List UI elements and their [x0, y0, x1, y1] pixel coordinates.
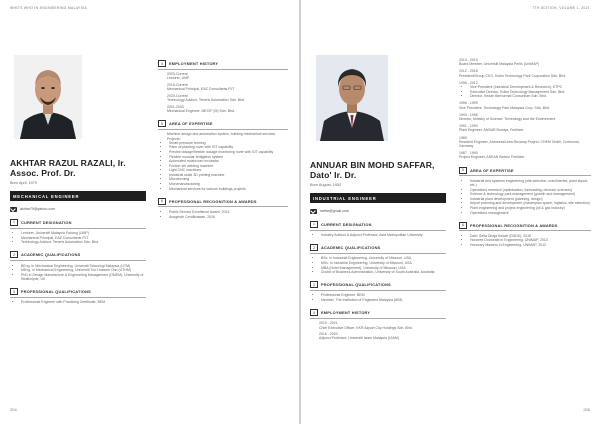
section-number: 3: [310, 281, 318, 288]
list-item: • Flexible modular fertigation system: [169, 155, 288, 159]
entry-years: 2003-Current: [167, 72, 188, 77]
page-number: 204: [10, 407, 17, 412]
list-item: • Microforming: [169, 177, 288, 181]
list-item: • Vice President (Industrial Development & Research), KTPC: [470, 85, 591, 89]
employment-entry: [158, 94, 288, 102]
list-item: • Micromanufacturing: [169, 182, 288, 186]
employment-continued: [459, 58, 591, 160]
list-item: • Lecturer, Universiti Malaysia Pahang (UMP): [21, 231, 146, 235]
list-item: • Industrial scale 3D printing machine: [169, 173, 288, 177]
entry-years: 1996 - 1999: [459, 101, 478, 106]
list-item: • Doctor of Business Administration, University of South Australia, Australia: [321, 270, 446, 274]
section-title: PROFESSIONAL QUALIFICATIONS: [21, 289, 91, 295]
list-item: • Airport planning and development (masterplan space, logistics, site selection): [470, 201, 591, 205]
history-entry: [459, 101, 591, 109]
email-row: [310, 209, 446, 214]
email-row: [10, 207, 146, 212]
entry-years: 2019 - 2021: [319, 321, 338, 326]
birth-date: Born August, 1952: [310, 183, 342, 188]
list-item: • MBA (Hotel Management), University of Missouri, USA: [321, 266, 446, 270]
history-entry: [459, 69, 591, 77]
section-title: CURRENT DESIGNATION: [21, 219, 72, 225]
list-item: • Honorary Masters in Engineering, UNIMAP, 2012: [470, 243, 591, 247]
current-designation-section: [310, 221, 446, 237]
section-number: 2: [10, 251, 18, 258]
section-header: [310, 221, 446, 231]
entry-years: 2001-2003: [167, 104, 184, 109]
list-item: • MSc. in Industrial Engineering, University of Missouri, USA: [321, 261, 446, 265]
designation-list: [10, 231, 146, 244]
section-title: AREA OF EXPERTISE: [470, 167, 514, 173]
entry-role: Plant Engineer, ANSAR Bumiya, Fertilizer: [459, 128, 524, 133]
section-title: EMPLOYMENT HISTORY: [321, 310, 371, 316]
entry-years: 2016 - 2020: [319, 332, 338, 337]
employment-section: [158, 60, 288, 113]
expertise-section: [459, 167, 591, 215]
entry-role: Project Engineer, ASEAN Bintulu Fertilizer: [459, 155, 525, 160]
list-item: • Executive Director, Kulim Technology Management Sdn. Bhd.: [470, 90, 591, 94]
running-header-right: 7TH EDITION, VOLUME 1, 2021: [532, 6, 590, 10]
mail-icon: [310, 209, 317, 214]
entry-role: Technology Advisor, Teneris Automation Sdn. Bhd.: [167, 98, 245, 103]
list-item: • Palm oil planting rover with IOT capability: [169, 145, 288, 149]
person-name: ANNUAR BIN MOHD SAFFAR, Dato' Ir. Dr.: [310, 160, 435, 180]
awards-section: [158, 198, 288, 219]
list-item: • Light CNC machines: [169, 168, 288, 172]
person-name: AKHTAR RAZUL RAZALI, Ir. Assoc. Prof. Dr.: [10, 158, 126, 178]
professional-section: [10, 288, 146, 304]
section-header: [158, 198, 288, 208]
awards-list: [459, 234, 591, 247]
entry-role: Vice President, Technology Park Malaysia Corp. Sdn. Bhd.: [459, 105, 550, 110]
section-number: 5: [459, 167, 467, 174]
current-designation-section: [10, 219, 146, 244]
employment-entry: [310, 321, 446, 329]
entry-years: 2012 - 2018: [459, 69, 478, 74]
section-number: 5: [158, 120, 166, 127]
entry-role: Resident Engineer, Ammonia/Urea Revamp Project, CHEM Gmbh, Dortmund, Germany: [459, 139, 580, 149]
section-number: 6: [158, 198, 166, 205]
academic-list: [310, 256, 446, 274]
section-header: [158, 60, 288, 70]
birth-date: Born April, 1979: [10, 181, 38, 186]
section-title: PROFESSIONAL QUALIFICATIONS: [321, 282, 391, 288]
academic-section: [10, 251, 146, 281]
list-item: • MEng. in Mechanical Engineering, Universiti Tun Hussein Onn (UTHM): [21, 268, 146, 272]
section-title: AREA OF EXPERTISE: [169, 121, 213, 127]
employment-entry: [158, 83, 288, 91]
entry-years: 1987 - 1990: [459, 151, 478, 156]
entry-role: Mechanical Engineer, MECIF (M) Sdn. Bhd.: [167, 109, 235, 114]
entry-role: Board Member, Universiti Malaysia Perlis (UniMAP): [459, 62, 539, 67]
section-header: [310, 309, 446, 319]
list-item: • Anugerah Cendikiawan, 2016: [169, 215, 288, 219]
entry-role: Director, Ministry of Science, Technology and the Environment: [459, 117, 556, 122]
running-header-left: WHO'S WHO IN ENGINEERING MALAYSIA: [10, 6, 87, 10]
section-title: PROFESSIONAL RECOGNITION & AWARDS: [470, 222, 558, 228]
employment-section: [310, 309, 446, 340]
section-header: [10, 219, 146, 229]
email-address[interactable]: saffar@gmail.com: [320, 209, 349, 214]
section-title: EMPLOYMENT HISTORY: [169, 61, 219, 66]
list-item: • Public Service Excellence Award, 2013: [169, 210, 288, 214]
entry-years: 1993 - 1996: [459, 112, 478, 117]
portrait-photo-icon: [316, 55, 388, 141]
list-item: • Mechanical Principal, EAZ Consultants PLT: [21, 236, 146, 240]
list-item: • Science & technology park management (growth and management): [470, 192, 591, 196]
list-item: • Mechanical services for various buildings projects: [169, 187, 288, 191]
list-item: • PhD in Design Manufacture & Engineering Management (DMEM), University of Strathclyde, UK: [21, 273, 146, 281]
history-entry: [459, 58, 591, 66]
academic-list: [10, 264, 146, 282]
history-entry: [459, 124, 591, 132]
entry-years: 1991 - 1993: [459, 124, 478, 129]
employment-entry: [158, 72, 288, 80]
left-profile-column: [10, 55, 146, 305]
entry-role: Mechanical Principal, EAZ Consultants PLT: [167, 87, 235, 92]
list-item: • Operations research (optimisation, forecasting, decision sciences): [470, 188, 591, 192]
entry-role: Chief Executive Officer, KKR Airport City Holdings Sdn. Bhd.: [319, 325, 413, 330]
employment-entry: [310, 332, 446, 340]
section-number: 4: [310, 309, 318, 316]
designation-list: [310, 233, 446, 237]
expertise-list: [459, 179, 591, 215]
discipline-band: MECHANICAL ENGINEER: [10, 191, 146, 201]
entry-years: 2016-Current: [167, 83, 188, 87]
section-header: [158, 120, 288, 130]
right-profile-column: [310, 55, 446, 341]
history-sublist: [459, 85, 591, 98]
section-title: ACADEMIC QUALIFICATIONS: [321, 245, 381, 251]
list-item: • Technology Advisor, Teneris Automation Sdn. Bhd.: [21, 240, 146, 244]
left-page: [0, 0, 299, 424]
professional-list: [10, 300, 146, 304]
section-title: CURRENT DESIGNATION: [321, 221, 372, 227]
section-number: 1: [10, 219, 18, 226]
employment-entry: [158, 105, 288, 113]
projects-list: [158, 141, 288, 191]
list-item: • Automated mushroom incubator: [169, 159, 288, 163]
list-item: • Industrial plant development (planning, design): [470, 197, 591, 201]
entry-years: 2020-Current: [167, 93, 188, 98]
list-item: • Dato' Setia Diraja Kedah (DSDK), 2015: [470, 234, 591, 238]
academic-section: [310, 244, 446, 274]
portrait-photo-icon: [14, 55, 82, 139]
list-item: • Precise dosage/flexible dosage monitoring rover with IOT capability: [169, 150, 288, 154]
section-header: [10, 251, 146, 261]
entry-years: 2013 - 2019: [459, 58, 478, 62]
email-address[interactable]: akhtar79@yahoo.com: [20, 207, 56, 212]
history-entry: [459, 113, 591, 121]
section-header: [459, 222, 591, 232]
section-header: [459, 167, 591, 177]
portrait-photo: [14, 55, 82, 139]
section-title: PROFESSIONAL RECOGNITION & AWARDS: [169, 198, 257, 204]
history-entry: [459, 151, 591, 159]
professional-section: [310, 281, 446, 302]
history-entry: [459, 136, 591, 149]
list-item: • Smart pressure forming: [169, 141, 288, 145]
entry-role: President/Group CEO, Kulim Technology Park Corporation Sdn. Bhd.: [459, 73, 567, 78]
list-item: • Honoree Doctorate in Engineering, UNIMAP, 2013: [470, 238, 591, 242]
right-details-column: [459, 58, 591, 248]
list-item: • Member, The Institution of Engineers Malaysia (IEM): [321, 298, 446, 302]
left-details-column: [158, 60, 288, 219]
right-page: [301, 0, 600, 424]
portrait-photo: [316, 55, 388, 141]
list-item: • Industrial and systems engineering (site selection, machineries, plant layout, etc.): [470, 179, 591, 187]
awards-list: [158, 210, 288, 219]
list-item: • Professional Engineer with Practising Certificate, BEM: [21, 300, 146, 304]
expertise-intro: Machine design and automation system, building mechanical services.: [167, 132, 277, 137]
awards-section: [459, 222, 591, 247]
section-number: 2: [310, 244, 318, 251]
list-item: • Friction stir welding machine: [169, 164, 288, 168]
section-title: ACADEMIC QUALIFICATIONS: [21, 252, 81, 258]
mail-icon: [10, 207, 17, 212]
page-number: 205: [583, 407, 590, 412]
professional-list: [310, 293, 446, 302]
section-header: [10, 288, 146, 298]
list-item: • BSc. in Industrial Engineering, University of Missouri, USA: [321, 256, 446, 260]
list-item: • Plant engineering and project engineering (oil & gas industry): [470, 206, 591, 210]
list-item: • Industry Advisor & Adjunct Professor, Asia Metropolitan University: [321, 233, 446, 237]
list-item: • Director, Kedah Berhormat Consortium Sdn. Bhd.: [470, 94, 591, 98]
section-number: 3: [10, 288, 18, 295]
entry-role: Adjunct Professor, Universiti Islam Malaysia (UIAM): [319, 336, 399, 341]
section-header: [310, 281, 446, 291]
list-item: • BEng. in Mechanical Engineering, Universiti Teknologi Malaysia (UTM): [21, 264, 146, 268]
section-header: [310, 244, 446, 254]
section-number: 6: [459, 222, 467, 229]
entry-years: 1989: [459, 135, 467, 140]
discipline-band: INDUSTRIAL ENGINEER: [310, 193, 446, 203]
entry-role: Lecturer, UMP: [167, 76, 190, 81]
list-item: • Operations management: [470, 211, 591, 215]
section-number: 4: [158, 60, 166, 67]
expertise-section: [158, 120, 288, 191]
list-item: • Professional Engineer, BEM: [321, 293, 446, 297]
projects-subhead: Projects:: [167, 136, 181, 141]
section-number: 1: [310, 221, 318, 228]
entry-years: 1999 - 2012: [459, 80, 478, 85]
